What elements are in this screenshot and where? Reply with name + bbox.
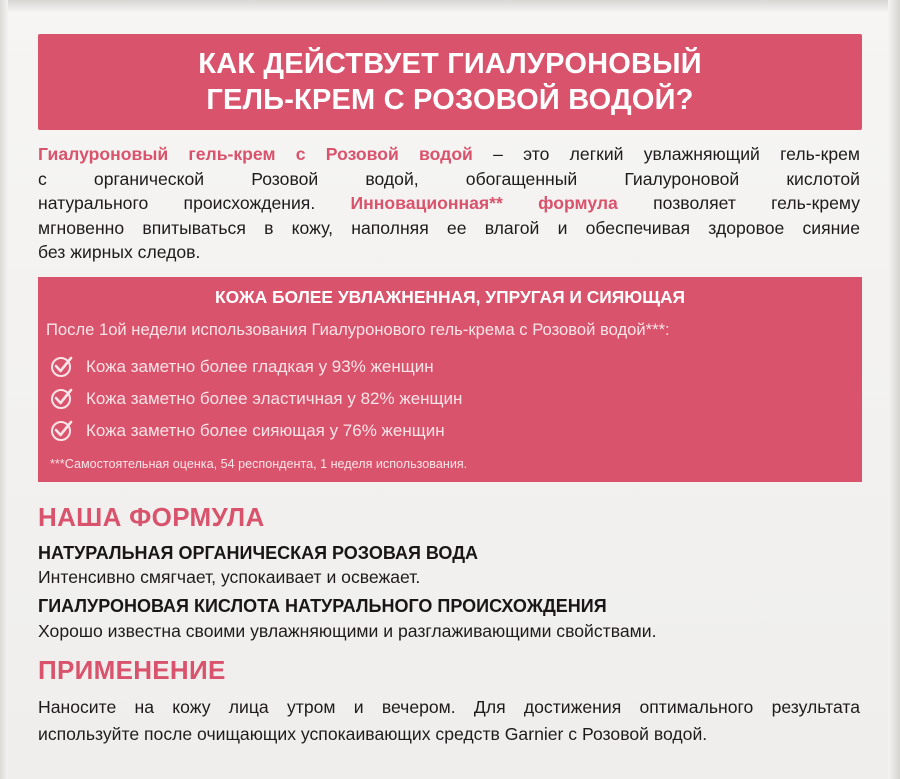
panel-edge-right [888, 0, 900, 779]
title-banner [38, 34, 862, 130]
intro-line-4: мгновенно впитываться в кожу, наполняя ее влагой и обеспечивая здоровое сияние [38, 217, 860, 238]
intro-line-1 [38, 142, 860, 167]
title-line-2: ГЕЛЬ-КРЕМ С РОЗОВОЙ ВОДОЙ? [206, 84, 694, 116]
innovation-highlight: Инновационная** формула [350, 193, 618, 213]
application-line-2: используйте после очищающих успокаивающих средств Garnier с Розовой водой. [38, 724, 708, 744]
intro-paragraph [38, 142, 860, 265]
results-banner [38, 277, 862, 482]
formula-item-1-text: Интенсивно смягчает, успокаивает и освежает. [38, 567, 421, 587]
panel-edge-left [0, 0, 8, 779]
application-line-1: Наносите на кожу лица утром и вечером. Для достижения оптимального результата [38, 697, 860, 717]
formula-item-2-title: ГИАЛУРОНОВАЯ КИСЛОТА НАТУРАЛЬНОГО ПРОИСХОЖДЕНИЯ [38, 596, 607, 616]
intro-line-3-start: натурального происхождения. [38, 193, 351, 213]
intro-line-3-rest: позволяет гель-крему [617, 193, 861, 213]
claim-text: Кожа заметно более гладкая у 93% женщин [86, 357, 434, 376]
application-heading: ПРИМЕНЕНИЕ [38, 655, 226, 685]
check-circle-icon [50, 386, 74, 410]
results-footnote: ***Самостоятельная оценка, 54 респондента, 1 неделя использования. [50, 457, 468, 471]
check-circle-icon [50, 418, 74, 442]
title-line-1: КАК ДЕЙСТВУЕТ ГИАЛУРОНОВЫЙ [198, 48, 702, 80]
results-title: КОЖА БОЛЕЕ УВЛАЖНЕННАЯ, УПРУГАЯ И СИЯЮЩАЯ [214, 287, 686, 307]
intro-line-3 [38, 191, 860, 216]
formula-heading: НАША ФОРМУЛА [38, 502, 265, 532]
results-intro: После 1ой недели использования Гиалуронового гель-крема с Розовой водой***: [46, 320, 670, 339]
application-paragraph [38, 694, 860, 748]
check-circle-icon [50, 354, 74, 378]
intro-line-2: с органической Розовой водой, обогащенный Гиалуроновой кислотой [38, 168, 860, 189]
intro-line-1-rest: – это легкий увлажняющий гель-крем [472, 144, 861, 164]
formula-item-2-text: Хорошо известна своими увлажняющими и разглаживающими свойствами. [38, 621, 657, 641]
intro-line-5: без жирных следов. [38, 242, 201, 262]
panel-edge-top [0, 0, 900, 12]
claim-text: Кожа заметно более сияющая у 76% женщин [86, 421, 445, 440]
formula-item-1-title: НАТУРАЛЬНАЯ ОРГАНИЧЕСКАЯ РОЗОВАЯ ВОДА [38, 543, 479, 563]
product-name: Гиалуроновый гель-крем с Розовой водой [38, 144, 473, 164]
claim-text: Кожа заметно более эластичная у 82% женщин [86, 389, 463, 408]
